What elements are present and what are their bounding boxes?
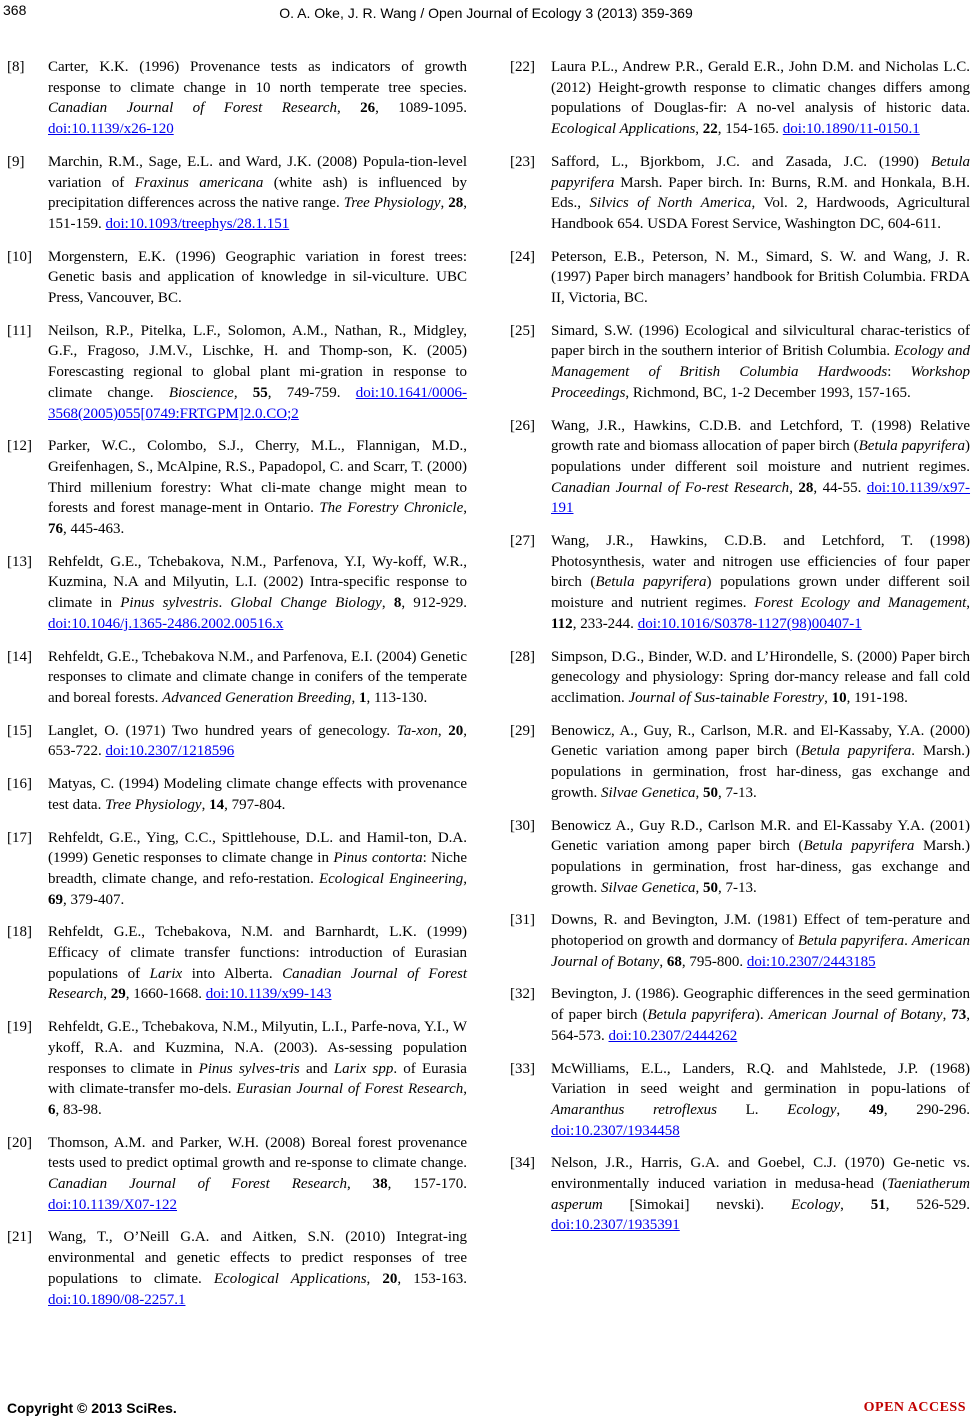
reference-number: [24] [510, 248, 535, 265]
reference-plain-text: Benowicz, A., Guy, R., Carlson, M.R. and El-Kassaby, Y.A. (2000) Genetic variation among paper birch ( [551, 722, 970, 760]
reference-plain-text: , [463, 1081, 468, 1098]
reference-number: [25] [510, 322, 535, 339]
reference-plain-text: , [233, 384, 253, 401]
reference-text [551, 910, 970, 972]
reference-text [48, 1017, 467, 1121]
reference-number: [21] [7, 1229, 32, 1246]
reference-plain-text: , [463, 500, 467, 517]
reference-italic-text: Fraxinus americana [134, 174, 264, 191]
reference-volume: 28 [798, 479, 814, 496]
reference-plain-text: Simard, S.W. (1996) Ecological and silvicultural charac-teristics of paper birch in the southern interior of British Columbia. [551, 322, 970, 360]
reference-volume: 20 [448, 722, 464, 739]
reference-plain-text: and [299, 1060, 334, 1077]
reference-text [551, 152, 970, 235]
reference-entry [510, 721, 970, 804]
reference-plain-text: L. [716, 1101, 788, 1118]
reference-italic-text: Silvae Genetica [601, 879, 696, 896]
reference-text [551, 321, 970, 404]
reference-entry [510, 531, 970, 635]
doi-link[interactable]: doi:10.1046/j.1365-2486.2002.00516.x [48, 615, 284, 632]
reference-entry [510, 1059, 970, 1142]
reference-plain-text: , 7-13. [718, 784, 757, 801]
reference-plain-text: Safford, L., Bjorkbom, J.C. and Zasada, J.C. (1990) [551, 153, 931, 170]
reference-plain-text: : [887, 364, 911, 381]
reference-plain-text: . [904, 933, 912, 950]
reference-plain-text: , 83-98. [55, 1101, 102, 1118]
reference-plain-text: , [437, 722, 449, 739]
reference-italic-text: Workshop Proceedings [551, 364, 970, 401]
copyright-notice: Copyright © 2013 SciRes. [7, 1400, 177, 1416]
doi-link[interactable]: doi:10.1093/treephys/28.1.151 [105, 215, 290, 232]
reference-italic-text: Betula papyrifera [647, 1007, 755, 1024]
reference-text [48, 721, 467, 762]
reference-plain-text: , 1089-1095. [375, 100, 468, 117]
reference-entry [510, 152, 970, 235]
reference-number: [27] [510, 533, 535, 550]
reference-entry [510, 984, 970, 1046]
reference-volume: 76 [48, 521, 63, 538]
reference-plain-text: Rehfeldt, G.E., Tchebakova, N.M., Milyutin, L.I., Parfe-nova, Y.I., W ykoff, R.A. and Kuzmina, N.A. (2003). As-sessing population responses to climate in [48, 1019, 467, 1077]
reference-number: [16] [7, 776, 32, 793]
reference-italic-text: Ecology [787, 1101, 837, 1118]
reference-volume: 55 [252, 384, 268, 401]
open-access-label: OPEN ACCESS [863, 1400, 966, 1415]
reference-plain-text: Wang, J.R., Hawkins, C.D.B. and Letchford, T. (1998) Relative growth rate and biomass allocation of paper birch ( [551, 417, 970, 455]
reference-volume: 73 [951, 1007, 967, 1024]
reference-plain-text: , 191-198. [846, 689, 908, 706]
doi-link[interactable]: doi:10.1641/0006-3568(2005)055[0749:FRTGPM]2.0.CO;2 [48, 384, 468, 422]
reference-entry [7, 647, 467, 709]
reference-plain-text: , 44-55. [813, 479, 867, 496]
reference-italic-text: Betula papyrifera [551, 153, 970, 191]
reference-italic-text: Amaranthus retroflexus [551, 1101, 717, 1118]
reference-number: [12] [7, 438, 32, 455]
reference-plain-text: Simpson, D.G., Binder, W.D. and L’Hirondelle, S. (2000) Paper birch genecology and physiology: Spring dor-mancy release and fall cold acclimation. [551, 648, 970, 706]
reference-entry [7, 321, 467, 425]
reference-entry [510, 816, 970, 899]
reference-plain-text: Rehfeldt, G.E., Tchebakova, N.M. and Barnhardt, L.K. (1999) Efficacy of climate transfer functions: introduction of Eurasian populations of [48, 924, 467, 982]
reference-number: [29] [510, 722, 535, 739]
reference-italic-text: Pinus sylves-tris [198, 1060, 300, 1077]
reference-italic-text: The Forestry Chronicle [319, 500, 464, 517]
reference-italic-text: Canadian Journal of Fo-rest Research [551, 479, 790, 496]
page-number: 368 [3, 2, 27, 18]
reference-number: [10] [7, 248, 32, 265]
reference-volume: 28 [448, 195, 464, 212]
reference-volume: 38 [372, 1176, 388, 1193]
reference-plain-text: , 795-800. [681, 953, 747, 970]
reference-number: [20] [7, 1134, 32, 1151]
reference-plain-text: Carter, K.K. (1996) Provenance tests as indicators of growth response to climate change in 10 north temperate tree species. [48, 59, 467, 96]
reference-italic-text: American Journal of Botany [551, 933, 971, 970]
reference-plain-text: , [659, 953, 667, 970]
reference-text [551, 721, 970, 804]
reference-entry [510, 1153, 970, 1236]
reference-text [48, 828, 467, 911]
reference-italic-text: Ecology and Management of British Columbia Hardwoods [551, 343, 970, 381]
reference-entry [7, 922, 467, 1005]
reference-number: [13] [7, 553, 32, 570]
reference-italic-text: Betula papyrifera [858, 438, 966, 455]
reference-italic-text: American Journal of Botany [768, 1007, 943, 1024]
reference-plain-text: , [366, 1270, 383, 1287]
reference-italic-text: Silvae Genetica [601, 784, 696, 801]
reference-plain-text: . of Eurasia with climate-transfer mo-dels. [48, 1060, 467, 1098]
reference-entry [7, 152, 467, 235]
reference-plain-text: Langlet, O. (1971) Two hundred years of genecology. [48, 722, 397, 739]
reference-number: [18] [7, 924, 32, 941]
reference-plain-text: : Niche breadth, climate change, and refo-restation. [48, 850, 468, 887]
reference-italic-text: Tree Physiology [343, 195, 441, 212]
reference-number: [22] [510, 59, 535, 75]
reference-entry [510, 321, 970, 404]
reference-plain-text: ) populations grown under different soil moisture and nutrient regimes. [551, 574, 970, 612]
reference-italic-text: Larix [149, 965, 183, 982]
reference-plain-text: Marsh.) populations in germination, frost har-diness, gas exchange and growth. [551, 838, 971, 896]
reference-plain-text: Matyas, C. (1994) Modeling climate change effects with provenance test data. [48, 776, 467, 813]
reference-plain-text: Wang, J.R., Hawkins, C.D.B. and Letchford, T. (1998) Photosynthesis, water and nitrogen use efficiencies of four paper birch ( [551, 533, 970, 591]
reference-plain-text: , [824, 689, 832, 706]
reference-plain-text: Nelson, J.R., Harris, G.A. and Goebel, C.J. (1970) Ge-netic vs. environmentally induced variation in medusa-head ( [551, 1155, 970, 1193]
reference-volume: 50 [703, 784, 719, 801]
reference-volume: 112 [551, 615, 573, 632]
reference-plain-text: Rehfeldt, G.E., Ying, C.C., Spittlehouse, D.L. and Hamil-ton, D.A. (1999) Genetic responses to climate change in [48, 829, 467, 867]
doi-link[interactable]: doi:10.2307/2443185 [746, 953, 876, 970]
reference-plain-text: , [440, 195, 449, 212]
reference-plain-text: , 113-130. [366, 689, 428, 706]
reference-plain-text: , 797-804. [224, 796, 286, 813]
reference-number: [9] [7, 153, 25, 170]
reference-italic-text: Global Change Biology [230, 595, 382, 612]
reference-plain-text: , 379-407. [63, 891, 125, 908]
reference-italic-text: Taeniatherum asperum [551, 1176, 970, 1213]
reference-plain-text: , 749-759. [267, 384, 356, 401]
reference-entry [510, 910, 970, 972]
reference-entry [7, 774, 467, 815]
reference-entry [510, 57, 970, 140]
reference-plain-text: , 290-296. [883, 1101, 970, 1118]
reference-text [551, 531, 970, 635]
reference-plain-text: , 912-929. [401, 595, 468, 612]
doi-link[interactable]: doi:10.2307/1218596 [105, 743, 235, 760]
reference-plain-text: , [836, 1101, 869, 1118]
reference-entry [7, 552, 467, 635]
reference-entry [510, 647, 970, 709]
reference-text [48, 647, 467, 709]
reference-number: [30] [510, 817, 535, 834]
reference-plain-text: Rehfeldt, G.E., Tchebakova, N.M., Parfenova, Y.I, Wy-koff, W.R., Kuzmina, N.A and Milyutin, L.I. (2002) Intra-specific response to climate in [48, 553, 467, 612]
reference-number: [34] [510, 1155, 535, 1172]
reference-plain-text: , 1660-1668. [125, 986, 206, 1003]
reference-volume: 26 [360, 100, 376, 117]
reference-italic-text: Ecological Applications [213, 1270, 367, 1287]
reference-plain-text: ). [754, 1007, 769, 1024]
reference-italic-text: Pinus contorta [333, 850, 423, 867]
reference-text [48, 1227, 467, 1310]
reference-italic-text: Tree Physiology [105, 796, 202, 813]
reference-number: [32] [510, 986, 535, 1003]
reference-text [48, 57, 467, 140]
reference-number: [14] [7, 648, 32, 665]
reference-plain-text: Benowicz A., Guy R.D., Carlson M.R. and El-Kassaby Y.A. (2001) Genetic variation among paper birch ( [551, 817, 970, 855]
reference-text [551, 1153, 970, 1236]
reference-text [48, 247, 467, 309]
reference-volume: 50 [703, 879, 719, 896]
reference-plain-text: , [351, 689, 360, 706]
reference-plain-text: , Vol. 2, Hardwoods, Agricultural Handbook 654. USDA Forest Service, Washington DC, 604-611. [551, 195, 971, 232]
reference-volume: 29 [110, 986, 126, 1003]
reference-plain-text: , 653-722. [48, 722, 468, 760]
reference-plain-text: , 445-463. [63, 521, 125, 538]
reference-number: [23] [510, 153, 535, 170]
reference-italic-text: Betula papyrifera [800, 743, 912, 760]
reference-volume: 49 [868, 1101, 884, 1118]
reference-entry [7, 57, 467, 140]
reference-plain-text: Rehfeldt, G.E., Tchebakova N.M., and Parfenova, E.I. (2004) Genetic responses to climate and climate change in conifers of the temperate and boreal forests. [48, 648, 467, 706]
reference-italic-text: Pinus sylvestris [120, 595, 219, 612]
reference-text [48, 436, 467, 540]
reference-plain-text: , [695, 879, 704, 896]
reference-plain-text: , 157-170. [387, 1176, 468, 1193]
reference-plain-text: , 151-159. [48, 195, 468, 232]
reference-plain-text: , 233-244. [572, 615, 638, 632]
reference-volume: 10 [831, 689, 847, 706]
reference-number: [8] [7, 59, 25, 75]
reference-volume: 20 [382, 1270, 398, 1287]
reference-plain-text: Marsh. Paper birch. In: Burns, R.M. and Honkala, B.H. Eds., [551, 174, 970, 212]
reference-plain-text: Downs, R. and Bevington, J.M. (1981) Effect of tem-perature and photoperiod on growth and dormancy of [551, 912, 970, 950]
doi-link[interactable]: doi:10.1139/X07-122 [48, 1196, 178, 1213]
doi-link[interactable]: doi:10.1890/08-2257.1 [48, 1291, 186, 1308]
reference-text [551, 247, 970, 309]
reference-plain-text: , [346, 1176, 373, 1193]
reference-plain-text: Neilson, R.P., Pitelka, L.F., Solomon, A.M., Nathan, R., Midgley, G.F., Fragoso, J.M.V., Lischke, H. and Thomp-son, K. (2005) Forescasting regional to global plant mi-gration in response to climate change. [48, 322, 467, 401]
reference-text [551, 984, 970, 1046]
reference-plain-text: into Alberta. [182, 965, 283, 982]
reference-plain-text: (white ash) is influenced by precipitation differences across the native range. [48, 174, 467, 212]
reference-volume: 68 [666, 953, 682, 970]
reference-plain-text: , 154-165. [717, 121, 783, 138]
reference-entry [7, 828, 467, 911]
reference-plain-text: . [218, 595, 231, 612]
page-header [0, 0, 972, 30]
reference-plain-text: , [463, 870, 468, 887]
reference-plain-text: Morgenstern, E.K. (1996) Geographic variation in forest trees: Genetic basis and application of knowledge in sil-viculture. UBC Press, Vancouver, BC. [48, 248, 467, 307]
reference-text [48, 152, 467, 235]
reference-text [551, 57, 970, 140]
reference-text [48, 552, 467, 635]
reference-entry [7, 1133, 467, 1216]
reference-text [551, 416, 970, 520]
reference-entry [7, 436, 467, 540]
reference-italic-text: Canadian Journal of Forest Research [48, 1176, 347, 1193]
reference-plain-text: Marchin, R.M., Sage, E.L. and Ward, J.K. (2008) Popula-tion-level variation of [48, 153, 467, 191]
reference-plain-text: , 7-13. [718, 879, 757, 896]
reference-plain-text: Wang, T., O’Neill G.A. and Aitken, S.N. (2010) Integrat-ing environmental and genetic effects to predict responses of tree populations to climate. [48, 1229, 467, 1287]
doi-link[interactable]: doi:10.1139/x99-143 [205, 986, 332, 1003]
reference-italic-text: Bioscience [168, 384, 234, 401]
reference-plain-text: , [381, 595, 394, 612]
reference-italic-text: Ecological Applications [551, 121, 696, 138]
reference-number: [11] [7, 322, 32, 339]
reference-plain-text: [Simokai] nevski). [602, 1196, 791, 1213]
reference-volume: 22 [702, 121, 718, 138]
reference-italic-text: Larix spp [333, 1060, 394, 1077]
reference-entry [510, 416, 970, 520]
reference-plain-text: , [695, 784, 704, 801]
reference-number: [33] [510, 1060, 535, 1077]
reference-italic-text: Advanced Generation Breeding [162, 689, 352, 706]
doi-link[interactable]: doi:10.1139/x97-191 [551, 479, 971, 517]
reference-italic-text: Ecology [790, 1196, 841, 1213]
doi-link[interactable]: doi:10.2307/1934458 [551, 1122, 680, 1139]
reference-plain-text: , [942, 1007, 952, 1024]
doi-link[interactable]: doi:10.1890/11-0150.1 [782, 121, 920, 138]
reference-plain-text: . Marsh.) populations in germination, frost har-diness, gas exchange and growth. [551, 743, 970, 801]
reference-plain-text: , [336, 100, 361, 117]
page-footer [0, 1392, 972, 1419]
reference-plain-text: Parker, W.C., Colombo, S.J., Cherry, M.L., Flannigan, M.D., Greifenhagen, S., McAlpine, R.S., Papadopol, C. and Scarr, T. (2000) Third millenium forestry: What cli-mate change might mean to forests and forest manage-ment in Ontario. [48, 438, 467, 517]
reference-italic-text: Journal of Sus-tainable Forestry [628, 689, 825, 706]
reference-text [48, 774, 467, 815]
reference-italic-text: Eurasian Journal of Forest Research [236, 1081, 464, 1098]
reference-italic-text: Ta-xon [396, 722, 438, 739]
running-title: O. A. Oke, J. R. Wang / Open Journal of Ecology 3 (2013) 359-369 [279, 5, 693, 21]
reference-volume: 69 [48, 891, 63, 908]
reference-plain-text: , 526-529. [885, 1196, 971, 1213]
reference-volume: 51 [870, 1196, 886, 1213]
reference-text [48, 922, 467, 1005]
reference-plain-text: , Richmond, BC, 1-2 December 1993, 157-165. [625, 384, 911, 401]
reference-number: [31] [510, 912, 535, 929]
reference-plain-text: Peterson, E.B., Peterson, N. M., Simard, S. W. and Wang, J. R. (1997) Paper birch managers’ handbook for British Columbia. FRDA II, Victoria, BC. [551, 248, 970, 307]
reference-italic-text: Ecological Engineering [318, 870, 464, 887]
references-left-column [7, 57, 467, 1322]
reference-plain-text: Bevington, J. (1986). Geographic differences in the seed germination of paper birch ( [551, 986, 970, 1024]
reference-volume: 8 [393, 595, 402, 612]
reference-plain-text: , 564-573. [551, 1007, 971, 1044]
reference-italic-text: Canadian Journal of Forest Research [48, 100, 337, 117]
reference-number: [28] [510, 648, 535, 665]
reference-entry [7, 247, 467, 309]
doi-link[interactable]: doi:10.1016/S0378-1127(98)00407-1 [637, 615, 862, 632]
reference-volume: 14 [209, 796, 225, 813]
reference-plain-text: , [789, 479, 799, 496]
doi-link[interactable]: doi:10.2307/2444262 [608, 1027, 738, 1044]
references-right-column [510, 57, 970, 1248]
reference-entry [510, 247, 970, 309]
reference-text [551, 1059, 970, 1142]
doi-link[interactable]: doi:10.1139/x26-120 [48, 121, 174, 138]
reference-entry [7, 1227, 467, 1310]
reference-plain-text: Laura P.L., Andrew P.R., Gerald E.R., John D.M. and Nicholas L.C. (2012) Height-growth response to climatic changes differs among populations of Douglas-fir: A no-vel analysis of historic data. [551, 59, 970, 117]
reference-italic-text: Forest Ecology and Management [754, 595, 967, 612]
reference-plain-text: , [201, 796, 210, 813]
reference-italic-text: Betula papyrifera [797, 933, 905, 950]
reference-plain-text: , [840, 1196, 871, 1213]
reference-italic-text: Silvics of North America [589, 195, 752, 212]
reference-plain-text: , [103, 986, 111, 1003]
reference-entry [7, 1017, 467, 1121]
reference-volume: 6 [48, 1101, 56, 1118]
reference-number: [26] [510, 417, 535, 434]
reference-entry [7, 721, 467, 762]
doi-link[interactable]: doi:10.2307/1935391 [551, 1217, 680, 1234]
reference-italic-text: Betula papyrifera [595, 574, 707, 591]
reference-plain-text: , [695, 121, 703, 138]
reference-number: [15] [7, 722, 32, 739]
reference-plain-text: Thomson, A.M. and Parker, W.H. (2008) Boreal forest provenance tests used to predict optimal growth and re-sponse to climate change. [48, 1134, 467, 1172]
reference-text [48, 321, 467, 425]
reference-plain-text: ) populations under different soil moisture and nutrient regimes. [551, 438, 971, 475]
reference-number: [17] [7, 829, 32, 846]
reference-volume: 1 [359, 689, 367, 706]
reference-plain-text: , [966, 595, 970, 612]
reference-italic-text: Canadian Journal of Forest Research [48, 965, 467, 1003]
reference-number: [19] [7, 1019, 32, 1036]
reference-plain-text: McWilliams, E.L., Landers, R.Q. and Mahlstede, J.P. (1968) Variation in seed weight and germination in popu-lations of [551, 1060, 970, 1098]
reference-italic-text: Betula papyrifera [803, 838, 915, 855]
reference-text [551, 816, 970, 899]
reference-text [551, 647, 970, 709]
reference-text [48, 1133, 467, 1216]
reference-plain-text: , 153-163. [397, 1270, 468, 1287]
